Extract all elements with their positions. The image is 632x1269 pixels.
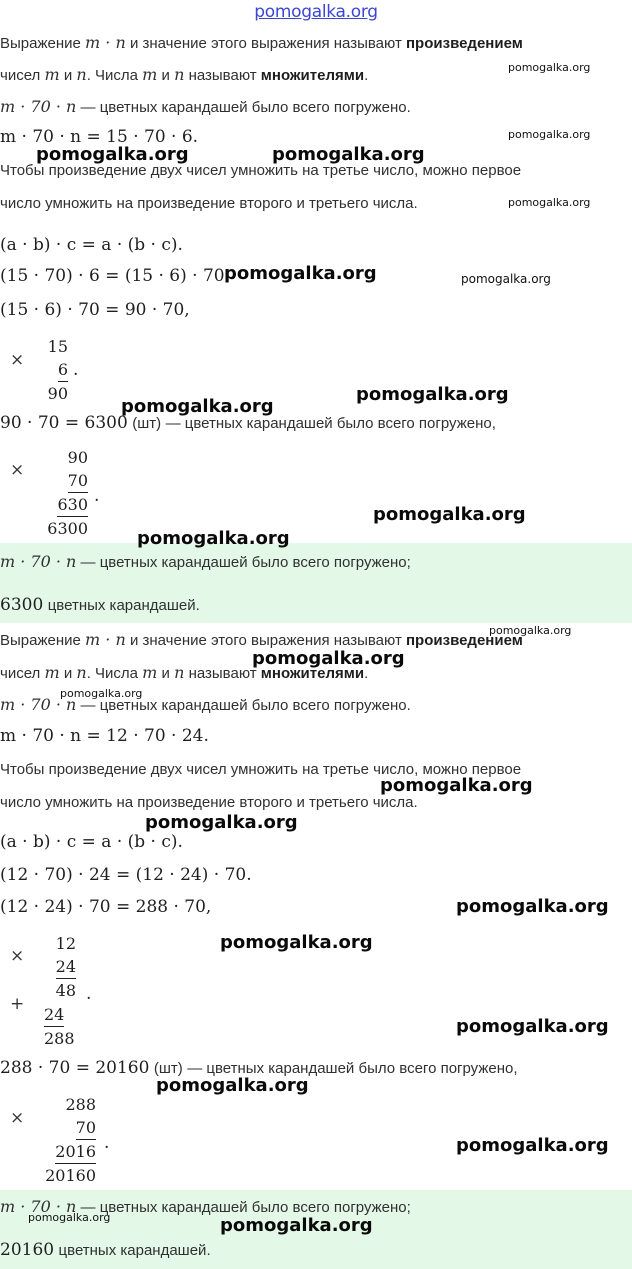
multiply-sign: ×: [10, 946, 25, 966]
period-mark: .: [104, 1133, 110, 1153]
equation-1: (15 · 70) · 6 = (15 · 6) · 70.: [0, 266, 230, 286]
watermark: pomogalka.org: [252, 648, 405, 669]
watermark: pomogalka.org: [456, 1135, 609, 1156]
expression-line: m · 70 · n — цветных карандашей было всего погружено.: [0, 97, 411, 116]
column-multiplication-1: 15 6 90: [47, 337, 68, 403]
watermark: pomogalka.org: [508, 128, 591, 141]
period-mark: .: [94, 486, 100, 506]
answer-box: [0, 543, 632, 623]
watermark: pomogalka.org: [36, 144, 189, 165]
definition-line-2: чисел m и n. Числа m и n называют множителями.: [0, 65, 369, 84]
period-mark: .: [86, 984, 92, 1004]
rule-line-2: число умножить на произведение второго и третьего числа.: [0, 195, 418, 212]
answer-line-2: 6300 цветных карандашей.: [0, 595, 200, 615]
multiply-sign: ×: [10, 1108, 25, 1128]
rule-line-1: Чтобы произведение двух чисел умножить на третье число, можно первое: [0, 761, 522, 778]
definition-line-1: Выражение m · n и значение этого выражения называют произведением: [0, 33, 523, 52]
result-line: 288 · 70 = 20160 (шт) — цветных карандашей было всего погружено,: [0, 1058, 518, 1078]
multiply-sign: ×: [10, 350, 25, 370]
watermark: pomogalka.org: [508, 196, 591, 209]
plus-sign: +: [10, 994, 25, 1014]
watermark: pomogalka.org: [456, 1016, 609, 1037]
watermark: pomogalka.org: [28, 1211, 111, 1224]
watermark: pomogalka.org: [508, 61, 591, 74]
substitution-line: m · 70 · n = 15 · 70 · 6.: [0, 127, 199, 147]
watermark: pomogalka.org: [220, 932, 373, 953]
watermark: pomogalka.org: [137, 528, 290, 549]
watermark: pomogalka.org: [60, 687, 143, 700]
watermark: pomogalka.org: [224, 263, 377, 284]
watermark: pomogalka.org: [489, 624, 572, 637]
watermark: pomogalka.org: [356, 384, 509, 405]
watermark: pomogalka.org: [456, 896, 609, 917]
column-multiplication-2: 90 70 630 6300: [47, 448, 88, 538]
result-line: 90 · 70 = 6300 (шт) — цветных карандашей было всего погружено,: [0, 413, 496, 433]
answer-line-1: m · 70 · n — цветных карандашей было всего погружено;: [0, 1197, 411, 1216]
expression-line: m · 70 · n — цветных карандашей было всего погружено.: [0, 695, 411, 714]
watermark: pomogalka.org: [380, 775, 533, 796]
top-watermark[interactable]: pomogalka.org: [254, 2, 378, 22]
answer-line-2: 20160 цветных карандашей.: [0, 1240, 211, 1260]
period-mark: .: [73, 360, 79, 380]
substitution-line: m · 70 · n = 12 · 70 · 24.: [0, 726, 209, 746]
multiply-sign: ×: [10, 460, 25, 480]
watermark: pomogalka.org: [145, 812, 298, 833]
column-multiplication-3: 12 24 48: [55, 934, 76, 1000]
watermark: pomogalka.org: [272, 144, 425, 165]
watermark: pomogalka.org: [373, 504, 526, 525]
equation-2: (12 · 24) · 70 = 288 · 70,: [0, 897, 212, 917]
column-multiplication-3-sum: 24 288: [44, 1005, 75, 1048]
definition-line-2: чисел m и n. Числа m и n называют множителями.: [0, 663, 369, 682]
watermark: pomogalka.org: [121, 396, 274, 417]
equation-2: (15 · 6) · 70 = 90 · 70,: [0, 300, 190, 320]
rule-line-2: число умножить на произведение второго и третьего числа.: [0, 794, 418, 811]
definition-line-1: Выражение m · n и значение этого выражения называют произведением: [0, 630, 523, 649]
watermark: pomogalka.org: [220, 1215, 373, 1236]
rule-line-1: Чтобы произведение двух чисел умножить на третье число, можно первое: [0, 162, 522, 179]
column-multiplication-4: 288 70 2016 20160: [45, 1095, 96, 1185]
answer-line-1: m · 70 · n — цветных карандашей было всего погружено;: [0, 552, 411, 571]
watermark: pomogalka.org: [156, 1075, 309, 1096]
associative-law: (a · b) · c = a · (b · c).: [0, 832, 183, 852]
watermark: pomogalka.org: [461, 272, 551, 286]
equation-1: (12 · 70) · 24 = (12 · 24) · 70.: [0, 865, 252, 885]
associative-law: (a · b) · c = a · (b · c).: [0, 235, 183, 255]
